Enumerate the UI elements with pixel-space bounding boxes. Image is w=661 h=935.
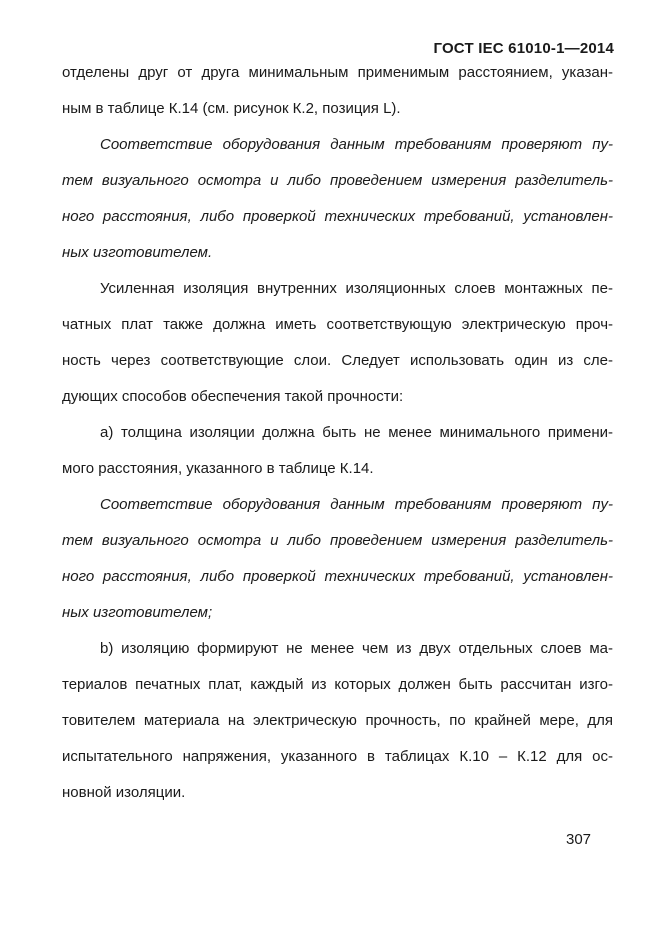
text-line: териалов печатных плат, каждый из которых должен быть рассчитан изго- xyxy=(62,676,613,693)
text-line: b) изоляцию формируют не менее чем из двух отдельных слоев ма- xyxy=(100,640,613,657)
text-line: чатных плат также должна иметь соответствующую электрическую проч- xyxy=(62,316,613,333)
text-line: ных изготовителем; xyxy=(62,604,213,621)
text-line: Усиленная изоляция внутренних изоляционных слоев монтажных пе- xyxy=(100,280,613,297)
text-line: а) толщина изоляции должна быть не менее минимального примени- xyxy=(100,424,613,441)
text-line: испытательного напряжения, указанного в таблицах К.10 – К.12 для ос- xyxy=(62,748,613,765)
text-line: новной изоляции. xyxy=(62,784,186,801)
text-line: Соответствие оборудования данным требованиям проверяют пу- xyxy=(100,496,613,513)
text-line: дующих способов обеспечения такой прочности: xyxy=(62,388,404,405)
text-line: Соответствие оборудования данным требованиям проверяют пу- xyxy=(100,136,613,153)
text-line: ного расстояния, либо проверкой технических требований, установлен- xyxy=(62,568,613,585)
document-header: ГОСТ IEC 61010-1—2014 xyxy=(433,40,614,57)
text-line: тем визуального осмотра и либо проведением измерения разделитель- xyxy=(62,532,613,549)
text-line: тем визуального осмотра и либо проведением измерения разделитель- xyxy=(62,172,613,189)
text-line: отделены друг от друга минимальным применимым расстоянием, указан- xyxy=(62,64,613,81)
text-line: ных изготовителем. xyxy=(62,244,213,261)
text-line: ного расстояния, либо проверкой технических требований, установлен- xyxy=(62,208,613,225)
text-line: ным в таблице К.14 (см. рисунок К.2, позиция L). xyxy=(62,100,401,117)
text-line: мого расстояния, указанного в таблице К.14. xyxy=(62,460,374,477)
text-line: ность через соответствующие слои. Следует использовать один из сле- xyxy=(62,352,613,369)
page-number: 307 xyxy=(566,831,592,848)
text-line: товителем материала на электрическую прочность, по крайней мере, для xyxy=(62,712,613,729)
